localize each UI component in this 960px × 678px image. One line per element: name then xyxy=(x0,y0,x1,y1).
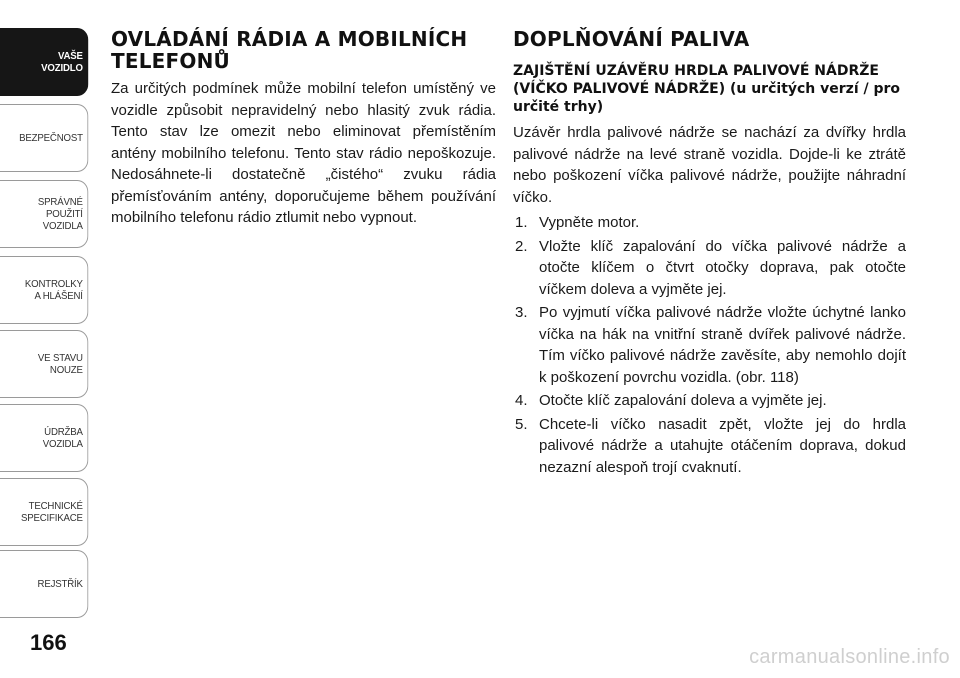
tab-udrzba-vozidla[interactable] xyxy=(0,404,88,472)
tab-rejstrik[interactable] xyxy=(0,550,88,618)
tab-ve-stavu-nouze[interactable] xyxy=(0,330,88,398)
step-text: Chcete-li víčko nasadit zpět, vložte jej do hrdla palivové nádrže a utahujte otáčením doprava, dokud nezazní alespoň trojí cvaknutí. xyxy=(539,415,906,476)
tab-label: KONTROLKY A HLÁŠENÍ xyxy=(24,278,83,302)
steps-list xyxy=(513,212,906,478)
tab-spravne-pouziti-vozidla[interactable] xyxy=(0,180,88,248)
tab-label: VAŠE VOZIDLO xyxy=(41,50,83,74)
tab-kontrolky-a-hlaseni[interactable] xyxy=(0,256,88,324)
section-body: Za určitých podmínek může mobilní telefon umístěný ve vozidle způsobit nepravidelný nebo hlasitý zvuk rádia. Tento stav lze omezit nebo eliminovat přemístěním antény mobilního telefonu. Tento stav rádio nepoškozuje. Nedosáhnete-li dostatečně „čistého“ zvuku rádia přemísťováním antény, doporučujeme během používání mobilního telefonu rádio ztlumit nebo vypnout. xyxy=(111,80,496,226)
step-text: Po vyjmutí víčka palivové nádrže vložte úchytné lanko víčka na hák na vnitřní straně dvířek palivové nádrže. Tím víčko palivové nádrže zavěsíte, aby nemohlo dojít k poškození povrchu vozidla. (obr. 118) xyxy=(539,304,906,386)
tab-technicke-specifikace[interactable] xyxy=(0,478,88,546)
step-text: Vypněte motor. xyxy=(539,214,640,231)
list-item xyxy=(513,236,906,301)
step-text: Otočte klíč zapalování doleva a vyjměte jej. xyxy=(539,392,827,409)
tab-vase-vozidlo[interactable] xyxy=(0,28,88,96)
step-number: 2. xyxy=(515,237,528,255)
radio-phone-section xyxy=(111,28,496,229)
list-item xyxy=(513,390,906,412)
section-title: OVLÁDÁNÍ RÁDIA A MOBILNÍCH TELEFONŮ xyxy=(111,27,468,73)
watermark: carmanualsonline.info xyxy=(749,646,950,668)
tab-label: VE STAVU NOUZE xyxy=(37,352,83,376)
section-title: DOPLŇOVÁNÍ PALIVA xyxy=(513,27,750,51)
step-number: 3. xyxy=(515,304,528,321)
tab-label: SPRÁVNÉ POUŽITÍ VOZIDLA xyxy=(37,196,83,232)
tab-label: REJSTŘÍK xyxy=(37,578,83,590)
section-subtitle: ZAJIŠTĚNÍ UZÁVĚRU HRDLA PALIVOVÉ NÁDRŽE (VÍČKO PALIVOVÉ NÁDRŽE) (u určitých verzí / pro určité trhy) xyxy=(513,63,901,115)
step-number: 5. xyxy=(515,415,528,433)
refueling-section xyxy=(513,28,906,480)
tab-bezpecnost[interactable] xyxy=(0,104,88,172)
tab-label: TECHNICKÉ SPECIFIKACE xyxy=(20,500,83,524)
section-intro: Uzávěr hrdla palivové nádrže se nachází za dvířky hrdla palivové nádrže na levé straně vozidla. Dojde-li ke ztrátě nebo poškození víčka palivové nádrže, použijte náhradní víčko. xyxy=(513,124,906,206)
step-text: Vložte klíč zapalování do víčka palivové nádrže a otočte klíčem o čtvrt otočky doprava, pak otočte víčkem doleva a vyjměte jej. xyxy=(539,237,906,298)
page-number: 166 xyxy=(30,630,67,655)
tab-label: BEZPEČNOST xyxy=(19,132,83,144)
tab-label: ÚDRŽBA VOZIDLA xyxy=(42,426,83,450)
list-item xyxy=(513,212,906,234)
list-item xyxy=(513,414,906,479)
step-number: 1. xyxy=(515,214,528,231)
list-item xyxy=(513,302,906,388)
step-number: 4. xyxy=(515,392,528,409)
